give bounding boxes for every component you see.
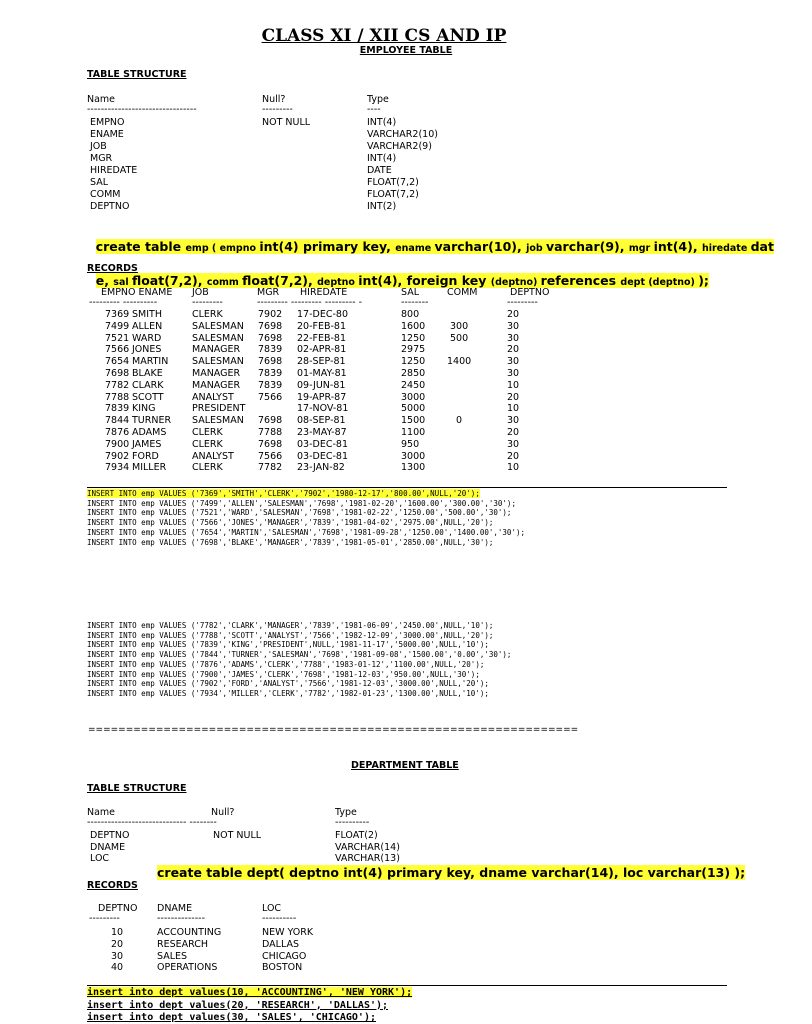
emp-row-empno: 7782 bbox=[105, 379, 130, 391]
emp-row-hiredate: 19-APR-87 bbox=[297, 391, 347, 403]
emp-row-deptno: 20 bbox=[507, 309, 520, 320]
emp-row-sal: 1300 bbox=[401, 462, 426, 474]
emp-row-ename: WARD bbox=[132, 332, 162, 344]
emp-col-null-header: Null? bbox=[262, 94, 286, 105]
emp-row-hiredate: 01-MAY-81 bbox=[297, 368, 347, 379]
emp-type-dashes: ---- bbox=[367, 104, 381, 115]
emp-row-sal: 950 bbox=[401, 438, 420, 450]
emp-row-sal: 5000 bbox=[401, 403, 426, 415]
dept-col-null-header: Null? bbox=[211, 807, 235, 818]
emp-field-name: MGR bbox=[90, 153, 113, 164]
emp-field-type: INT(4) bbox=[367, 153, 397, 164]
ddl-fragment: int(4), bbox=[653, 239, 702, 254]
emp-row-empno: 7698 bbox=[105, 368, 130, 379]
emp-row-mgr: 7566 bbox=[258, 450, 283, 462]
rec-header-deptno: DEPTNO bbox=[510, 287, 550, 298]
emp-structure-heading: TABLE STRUCTURE bbox=[87, 69, 187, 80]
ddl-fragment: mgr bbox=[628, 243, 654, 254]
emp-row-empno: 7900 bbox=[105, 438, 130, 450]
emp-row-hiredate: 03-DEC-81 bbox=[297, 438, 348, 450]
emp-row-ename: CLARK bbox=[132, 379, 164, 391]
emp-row-mgr: 7782 bbox=[258, 462, 283, 474]
dept-field-name: DEPTNO bbox=[90, 830, 130, 841]
emp-row-mgr: 7839 bbox=[258, 344, 283, 356]
emp-row-sal: 2975 bbox=[401, 344, 426, 356]
emp-row-empno: 7566 bbox=[105, 344, 130, 356]
emp-row-ename: ADAMS bbox=[132, 427, 167, 438]
emp-row-sal: 1100 bbox=[401, 427, 426, 438]
emp-null-dashes: --------- bbox=[262, 104, 293, 115]
emp-row-hiredate: 23-JAN-82 bbox=[297, 462, 345, 474]
emp-row-deptno: 30 bbox=[507, 332, 520, 344]
emp-row-comm: 300 bbox=[450, 320, 469, 332]
emp-row-deptno: 30 bbox=[507, 356, 520, 368]
emp-col-type-header: Type bbox=[367, 94, 389, 105]
rec-dashes-1: --------- ---------- bbox=[89, 297, 158, 308]
emp-ddl-line-2 bbox=[96, 273, 709, 288]
emp-field-null: NOT NULL bbox=[262, 117, 311, 128]
dept-row-dname: OPERATIONS bbox=[157, 962, 218, 974]
dept-row-dname: RESEARCH bbox=[157, 938, 209, 950]
emp-row-hiredate: 08-SEP-81 bbox=[297, 415, 346, 427]
rec-header-comm: COMM bbox=[447, 287, 478, 298]
emp-row-job: SALESMAN bbox=[192, 332, 244, 344]
emp-row-ename: BLAKE bbox=[132, 368, 163, 379]
emp-row-job: CLERK bbox=[192, 427, 223, 438]
dept-row-dname: SALES bbox=[157, 950, 188, 962]
emp-row-hiredate: 23-MAY-87 bbox=[297, 427, 347, 438]
emp-row-ename: MARTIN bbox=[132, 356, 169, 368]
emp-row-job: SALESMAN bbox=[192, 415, 244, 427]
employee-table-subtitle: EMPLOYEE TABLE bbox=[359, 45, 453, 56]
emp-row-deptno: 30 bbox=[507, 415, 520, 427]
emp-row-mgr: 7788 bbox=[258, 427, 283, 438]
dept-records-heading: RECORDS bbox=[87, 880, 138, 891]
emp-field-name: COMM bbox=[90, 189, 121, 200]
emp-insert-line: INSERT INTO emp VALUES ('7900','JAMES','CLERK','7698','1981-12-03','950.00',NULL,'30'); bbox=[87, 669, 480, 679]
emp-row-mgr: 7566 bbox=[258, 391, 283, 403]
emp-row-hiredate: 28-SEP-81 bbox=[297, 356, 346, 368]
dept-ddl-text: create table dept( deptno int(4) primary key, dname varchar(14), loc varchar(13) ); bbox=[157, 865, 746, 880]
dept-rec-dashes-3: ---------- bbox=[262, 913, 297, 924]
emp-field-type: DATE bbox=[367, 165, 392, 176]
emp-row-mgr: 7839 bbox=[258, 379, 283, 391]
emp-row-ename: TURNER bbox=[132, 415, 172, 427]
ddl-fragment: sal bbox=[113, 277, 132, 288]
emp-row-job: MANAGER bbox=[192, 379, 241, 391]
emp-row-deptno: 20 bbox=[507, 391, 520, 403]
emp-row-mgr: 7698 bbox=[258, 320, 283, 332]
emp-field-type: FLOAT(7,2) bbox=[367, 177, 419, 188]
ddl-fragment: emp ( empno bbox=[185, 243, 260, 254]
emp-field-type: FLOAT(7,2) bbox=[367, 189, 419, 200]
dept-col-type-header: Type bbox=[335, 807, 357, 818]
emp-row-sal: 1500 bbox=[401, 415, 426, 427]
emp-field-name: EMPNO bbox=[90, 117, 125, 128]
emp-field-name: SAL bbox=[90, 177, 108, 188]
dept-row-loc: NEW YORK bbox=[262, 927, 314, 938]
emp-row-ename: JONES bbox=[132, 344, 162, 356]
dept-col-name-header: Name bbox=[87, 807, 116, 818]
rec-header-mgr: MGR bbox=[257, 287, 280, 298]
dept-field-null: NOT NULL bbox=[213, 830, 262, 841]
emp-insert-line: INSERT INTO emp VALUES ('7839','KING','PRESIDENT',NULL,'1981-11-17','5000.00',NULL,'10'); bbox=[87, 640, 489, 650]
dept-rec-dashes-1: --------- bbox=[89, 913, 120, 924]
dept-row-loc: CHICAGO bbox=[262, 950, 307, 962]
emp-insert-line: INSERT INTO emp VALUES ('7566','JONES','MANAGER','7839','1981-04-02','2975.00',NULL,'20'); bbox=[87, 518, 494, 528]
ddl-fragment: job bbox=[526, 243, 546, 254]
emp-row-empno: 7934 bbox=[105, 462, 130, 474]
emp-insert-line: INSERT INTO emp VALUES ('7782','CLARK','MANAGER','7839','1981-06-09','2450.00',NULL,'10'); bbox=[87, 621, 494, 630]
emp-row-job: MANAGER bbox=[192, 344, 241, 356]
dept-structure-heading: TABLE STRUCTURE bbox=[87, 783, 187, 794]
ddl-fragment: varchar(10), bbox=[434, 239, 527, 254]
emp-row-sal: 3000 bbox=[401, 391, 426, 403]
ddl-fragment: create table bbox=[95, 239, 186, 254]
dept-row-deptno: 40 bbox=[111, 962, 124, 974]
emp-row-empno: 7369 bbox=[105, 309, 130, 320]
emp-field-type: INT(4) bbox=[367, 117, 397, 128]
ddl-fragment: varchar(9), bbox=[545, 239, 629, 254]
emp-row-ename: SCOTT bbox=[132, 391, 164, 403]
emp-row-mgr: 7698 bbox=[258, 332, 283, 344]
ddl-fragment: hiredate bbox=[701, 243, 751, 254]
dept-row-deptno: 20 bbox=[111, 938, 124, 950]
dept-row-dname: ACCOUNTING bbox=[157, 927, 222, 938]
emp-row-job: MANAGER bbox=[192, 368, 241, 379]
emp-row-mgr: 7902 bbox=[258, 309, 283, 320]
ddl-fragment: dat bbox=[750, 239, 774, 254]
emp-row-sal: 1600 bbox=[401, 320, 426, 332]
emp-row-hiredate: 22-FEB-81 bbox=[297, 332, 347, 344]
dept-rec-header-loc: LOC bbox=[262, 903, 282, 914]
emp-row-empno: 7839 bbox=[105, 403, 130, 415]
emp-row-ename: FORD bbox=[132, 450, 159, 462]
emp-row-mgr: 7698 bbox=[258, 438, 283, 450]
emp-insert-line: INSERT INTO emp VALUES ('7521','WARD','SALESMAN','7698','1981-02-22','1250.00','500.00','30'); bbox=[87, 508, 512, 518]
rec-dashes-5: --------- bbox=[507, 297, 538, 308]
emp-row-empno: 7844 bbox=[105, 415, 130, 427]
dept-field-name: DNAME bbox=[90, 841, 126, 853]
emp-row-deptno: 30 bbox=[507, 438, 520, 450]
emp-row-job: CLERK bbox=[192, 309, 223, 320]
emp-row-comm: 1400 bbox=[447, 356, 472, 368]
emp-row-sal: 1250 bbox=[401, 332, 426, 344]
emp-name-dashes: -------------------------------- bbox=[87, 104, 197, 115]
emp-insert-line: INSERT INTO emp VALUES ('7499','ALLEN','SALESMAN','7698','1981-02-20','1600.00','300.00','30'); bbox=[87, 498, 516, 508]
emp-row-empno: 7521 bbox=[105, 332, 130, 344]
emp-row-deptno: 30 bbox=[507, 320, 520, 332]
dept-name-dashes: ----------------------------- -------- bbox=[87, 817, 217, 828]
page-title: CLASS XI / XII CS AND IP bbox=[261, 26, 507, 46]
emp-row-sal: 2450 bbox=[401, 379, 426, 391]
emp-col-name-header: Name bbox=[87, 94, 116, 105]
ddl-fragment: comm bbox=[206, 277, 243, 288]
dept-insert-line: insert into dept values(20, 'RESEARCH', 'DALLAS'); bbox=[87, 999, 389, 1011]
dept-rec-dashes-2: -------------- bbox=[157, 913, 205, 924]
emp-row-hiredate: 09-JUN-81 bbox=[297, 379, 346, 391]
separator-line: ================================================================= bbox=[88, 725, 579, 735]
emp-row-job: CLERK bbox=[192, 462, 223, 474]
emp-row-empno: 7902 bbox=[105, 450, 130, 462]
emp-insert-line: INSERT INTO emp VALUES ('7654','MARTIN','SALESMAN','7698','1981-09-28','1250.00','1400.00','30'); bbox=[87, 527, 525, 537]
emp-row-hiredate: 17-DEC-80 bbox=[297, 309, 348, 320]
emp-insert-line: INSERT INTO emp VALUES ('7934','MILLER','CLERK','7782','1982-01-23','1300.00',NULL,'10'); bbox=[87, 688, 489, 698]
rec-header-job: JOB bbox=[192, 287, 209, 298]
divider bbox=[87, 985, 727, 986]
ddl-fragment: e, bbox=[95, 273, 114, 288]
emp-row-deptno: 20 bbox=[507, 427, 520, 438]
emp-row-job: CLERK bbox=[192, 438, 223, 450]
emp-row-sal: 3000 bbox=[401, 450, 426, 462]
department-table-subtitle: DEPARTMENT TABLE bbox=[351, 760, 459, 771]
emp-insert-line: INSERT INTO emp VALUES ('7876','ADAMS','CLERK','7788','1983-01-12','1100.00',NULL,'20'); bbox=[87, 659, 485, 669]
rec-header-hiredate: HIREDATE bbox=[300, 287, 348, 298]
ddl-fragment: ); bbox=[698, 273, 709, 288]
emp-field-type: VARCHAR2(10) bbox=[367, 129, 438, 140]
emp-row-hiredate: 17-NOV-81 bbox=[297, 403, 349, 415]
ddl-fragment: (deptno) bbox=[490, 277, 541, 288]
emp-field-name: DEPTNO bbox=[90, 201, 130, 212]
dept-row-loc: DALLAS bbox=[262, 938, 299, 950]
dept-rec-header-deptno: DEPTNO bbox=[98, 903, 138, 914]
emp-field-name: JOB bbox=[90, 141, 107, 152]
dept-insert-line: insert into dept values(10, 'ACCOUNTING', 'NEW YORK'); bbox=[87, 987, 413, 998]
dept-type-dashes: ---------- bbox=[335, 817, 370, 828]
dept-row-loc: BOSTON bbox=[262, 962, 303, 974]
emp-row-hiredate: 02-APR-81 bbox=[297, 344, 347, 356]
emp-row-empno: 7654 bbox=[105, 356, 130, 368]
rec-dashes-4: -------- bbox=[401, 297, 429, 308]
ddl-fragment: deptno bbox=[317, 277, 359, 288]
rec-header-empno-ename: EMPNO ENAME bbox=[101, 287, 173, 298]
dept-field-type: VARCHAR(14) bbox=[335, 841, 400, 853]
emp-row-job: SALESMAN bbox=[192, 356, 244, 368]
ddl-fragment: int(4), foreign key bbox=[358, 273, 491, 288]
emp-row-deptno: 10 bbox=[507, 403, 520, 415]
emp-row-job: ANALYST bbox=[192, 450, 234, 462]
emp-row-deptno: 30 bbox=[507, 368, 520, 379]
ddl-fragment: int(4) primary key, bbox=[259, 239, 396, 254]
emp-row-mgr: 7698 bbox=[258, 415, 283, 427]
ddl-fragment: references bbox=[540, 273, 621, 288]
emp-row-comm: 0 bbox=[456, 415, 463, 427]
rec-header-sal: SAL bbox=[401, 287, 419, 298]
dept-rec-header-dname: DNAME bbox=[157, 903, 193, 914]
emp-row-job: ANALYST bbox=[192, 391, 234, 403]
dept-row-deptno: 30 bbox=[111, 950, 124, 962]
emp-ddl-line-1 bbox=[96, 239, 774, 254]
dept-create-statement bbox=[157, 865, 745, 881]
rec-dashes-2: --------- bbox=[192, 297, 223, 308]
emp-insert-line: INSERT INTO emp VALUES ('7369','SMITH','CLERK','7902','1980-12-17','800.00',NULL,'20'); bbox=[87, 489, 480, 498]
divider bbox=[87, 487, 727, 488]
dept-insert-line: insert into dept values(30, 'SALES', 'CHICAGO'); bbox=[87, 1012, 376, 1023]
emp-field-type: VARCHAR2(9) bbox=[367, 141, 432, 152]
emp-insert-line: INSERT INTO emp VALUES ('7902','FORD','ANALYST','7566','1981-12-03','3000.00',NULL,'20'); bbox=[87, 679, 489, 689]
emp-records-heading: RECORDS bbox=[87, 263, 138, 274]
dept-field-type: VARCHAR(13) bbox=[335, 853, 400, 865]
emp-row-mgr: 7839 bbox=[258, 368, 283, 379]
emp-row-job: PRESIDENT bbox=[192, 403, 246, 415]
rec-dashes-3: --------- --------- --------- - bbox=[257, 297, 363, 308]
emp-row-deptno: 20 bbox=[507, 344, 520, 356]
dept-field-type: FLOAT(2) bbox=[335, 830, 378, 841]
emp-row-sal: 800 bbox=[401, 309, 420, 320]
emp-row-ename: MILLER bbox=[132, 462, 167, 474]
emp-row-mgr: 7698 bbox=[258, 356, 283, 368]
emp-insert-line: INSERT INTO emp VALUES ('7844','TURNER','SALESMAN','7698','1981-09-08','1500.00','0.00','30'); bbox=[87, 650, 512, 660]
emp-row-deptno: 10 bbox=[507, 462, 520, 474]
emp-row-hiredate: 20-FEB-81 bbox=[297, 320, 347, 332]
emp-row-ename: KING bbox=[132, 403, 156, 415]
dept-field-name: LOC bbox=[90, 853, 110, 865]
emp-row-ename: JAMES bbox=[132, 438, 162, 450]
emp-create-statement bbox=[87, 223, 774, 291]
emp-row-comm: 500 bbox=[450, 332, 469, 344]
ddl-fragment: float(7,2), bbox=[242, 273, 318, 288]
emp-row-hiredate: 03-DEC-81 bbox=[297, 450, 348, 462]
emp-row-empno: 7788 bbox=[105, 391, 130, 403]
ddl-fragment: ename bbox=[395, 243, 435, 254]
emp-insert-line: INSERT INTO emp VALUES ('7698','BLAKE','MANAGER','7839','1981-05-01','2850.00',NULL,'30'); bbox=[87, 537, 494, 547]
emp-row-sal: 2850 bbox=[401, 368, 426, 379]
emp-insert-line: INSERT INTO emp VALUES ('7788','SCOTT','ANALYST','7566','1982-12-09','3000.00',NULL,'20'); bbox=[87, 630, 494, 640]
emp-row-job: SALESMAN bbox=[192, 320, 244, 332]
emp-row-sal: 1250 bbox=[401, 356, 426, 368]
dept-row-deptno: 10 bbox=[111, 927, 124, 938]
emp-field-name: HIREDATE bbox=[90, 165, 138, 176]
emp-row-empno: 7876 bbox=[105, 427, 130, 438]
emp-row-deptno: 20 bbox=[507, 450, 520, 462]
emp-field-type: INT(2) bbox=[367, 201, 397, 212]
emp-row-ename: SMITH bbox=[132, 309, 162, 320]
emp-row-empno: 7499 bbox=[105, 320, 130, 332]
emp-row-ename: ALLEN bbox=[132, 320, 163, 332]
ddl-fragment: float(7,2), bbox=[131, 273, 207, 288]
emp-row-deptno: 10 bbox=[507, 379, 520, 391]
emp-field-name: ENAME bbox=[90, 129, 124, 140]
ddl-fragment: dept (deptno) bbox=[620, 277, 699, 288]
